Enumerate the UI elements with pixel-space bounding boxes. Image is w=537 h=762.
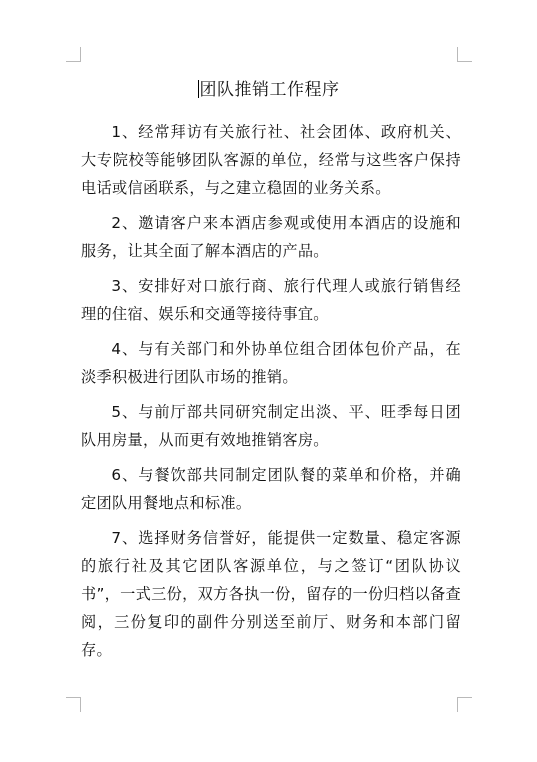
corner-mark-top-left-h: [66, 61, 81, 62]
paragraph-2: 2、邀请客户来本酒店参观或使用本酒店的设施和服务，让其全面了解本酒店的产品。: [81, 214, 461, 260]
corner-mark-bottom-right-h: [457, 697, 472, 698]
paragraph-4: 4、与有关部门和外协单位组合团体包价产品，在淡季积极进行团队市场的推销。: [81, 340, 461, 386]
corner-mark-top-right-h: [457, 61, 472, 62]
corner-mark-top-left-v: [80, 47, 81, 62]
paragraph-5: 5、与前厅部共同研究制定出淡、平、旺季每日团队用房量，从而更有效地推销客房。: [81, 403, 461, 449]
document-title: 团队推销工作程序: [199, 80, 340, 100]
paragraph-6: 6、与餐饮部共同制定团队餐的菜单和价格，并确定团队用餐地点和标准。: [81, 466, 461, 512]
corner-mark-bottom-left-h: [66, 697, 81, 698]
corner-mark-bottom-left-v: [80, 697, 81, 712]
paragraph-7: 7、选择财务信誉好，能提供一定数量、稳定客源的旅行社及其它团队客源单位，与之签订“团队协议书”，一式三份，双方各执一份，留存的一份归档以备查阅，三份复印的副件分别送至前厅、财务和本部门留存。: [81, 529, 461, 659]
paragraph-3: 3、安排好对口旅行商、旅行代理人或旅行销售经理的住宿、娱乐和交通等接待事宜。: [81, 277, 461, 323]
document-body[interactable]: [81, 118, 461, 671]
document-title-line[interactable]: [0, 78, 537, 102]
paragraph-1: 1、经常拜访有关旅行社、社会团体、政府机关、大专院校等能够团队客源的单位，经常与这些客户保持电话或信函联系，与之建立稳固的业务关系。: [81, 123, 461, 197]
corner-mark-bottom-right-v: [457, 697, 458, 712]
corner-mark-top-right-v: [457, 47, 458, 62]
text-cursor: [198, 80, 199, 98]
